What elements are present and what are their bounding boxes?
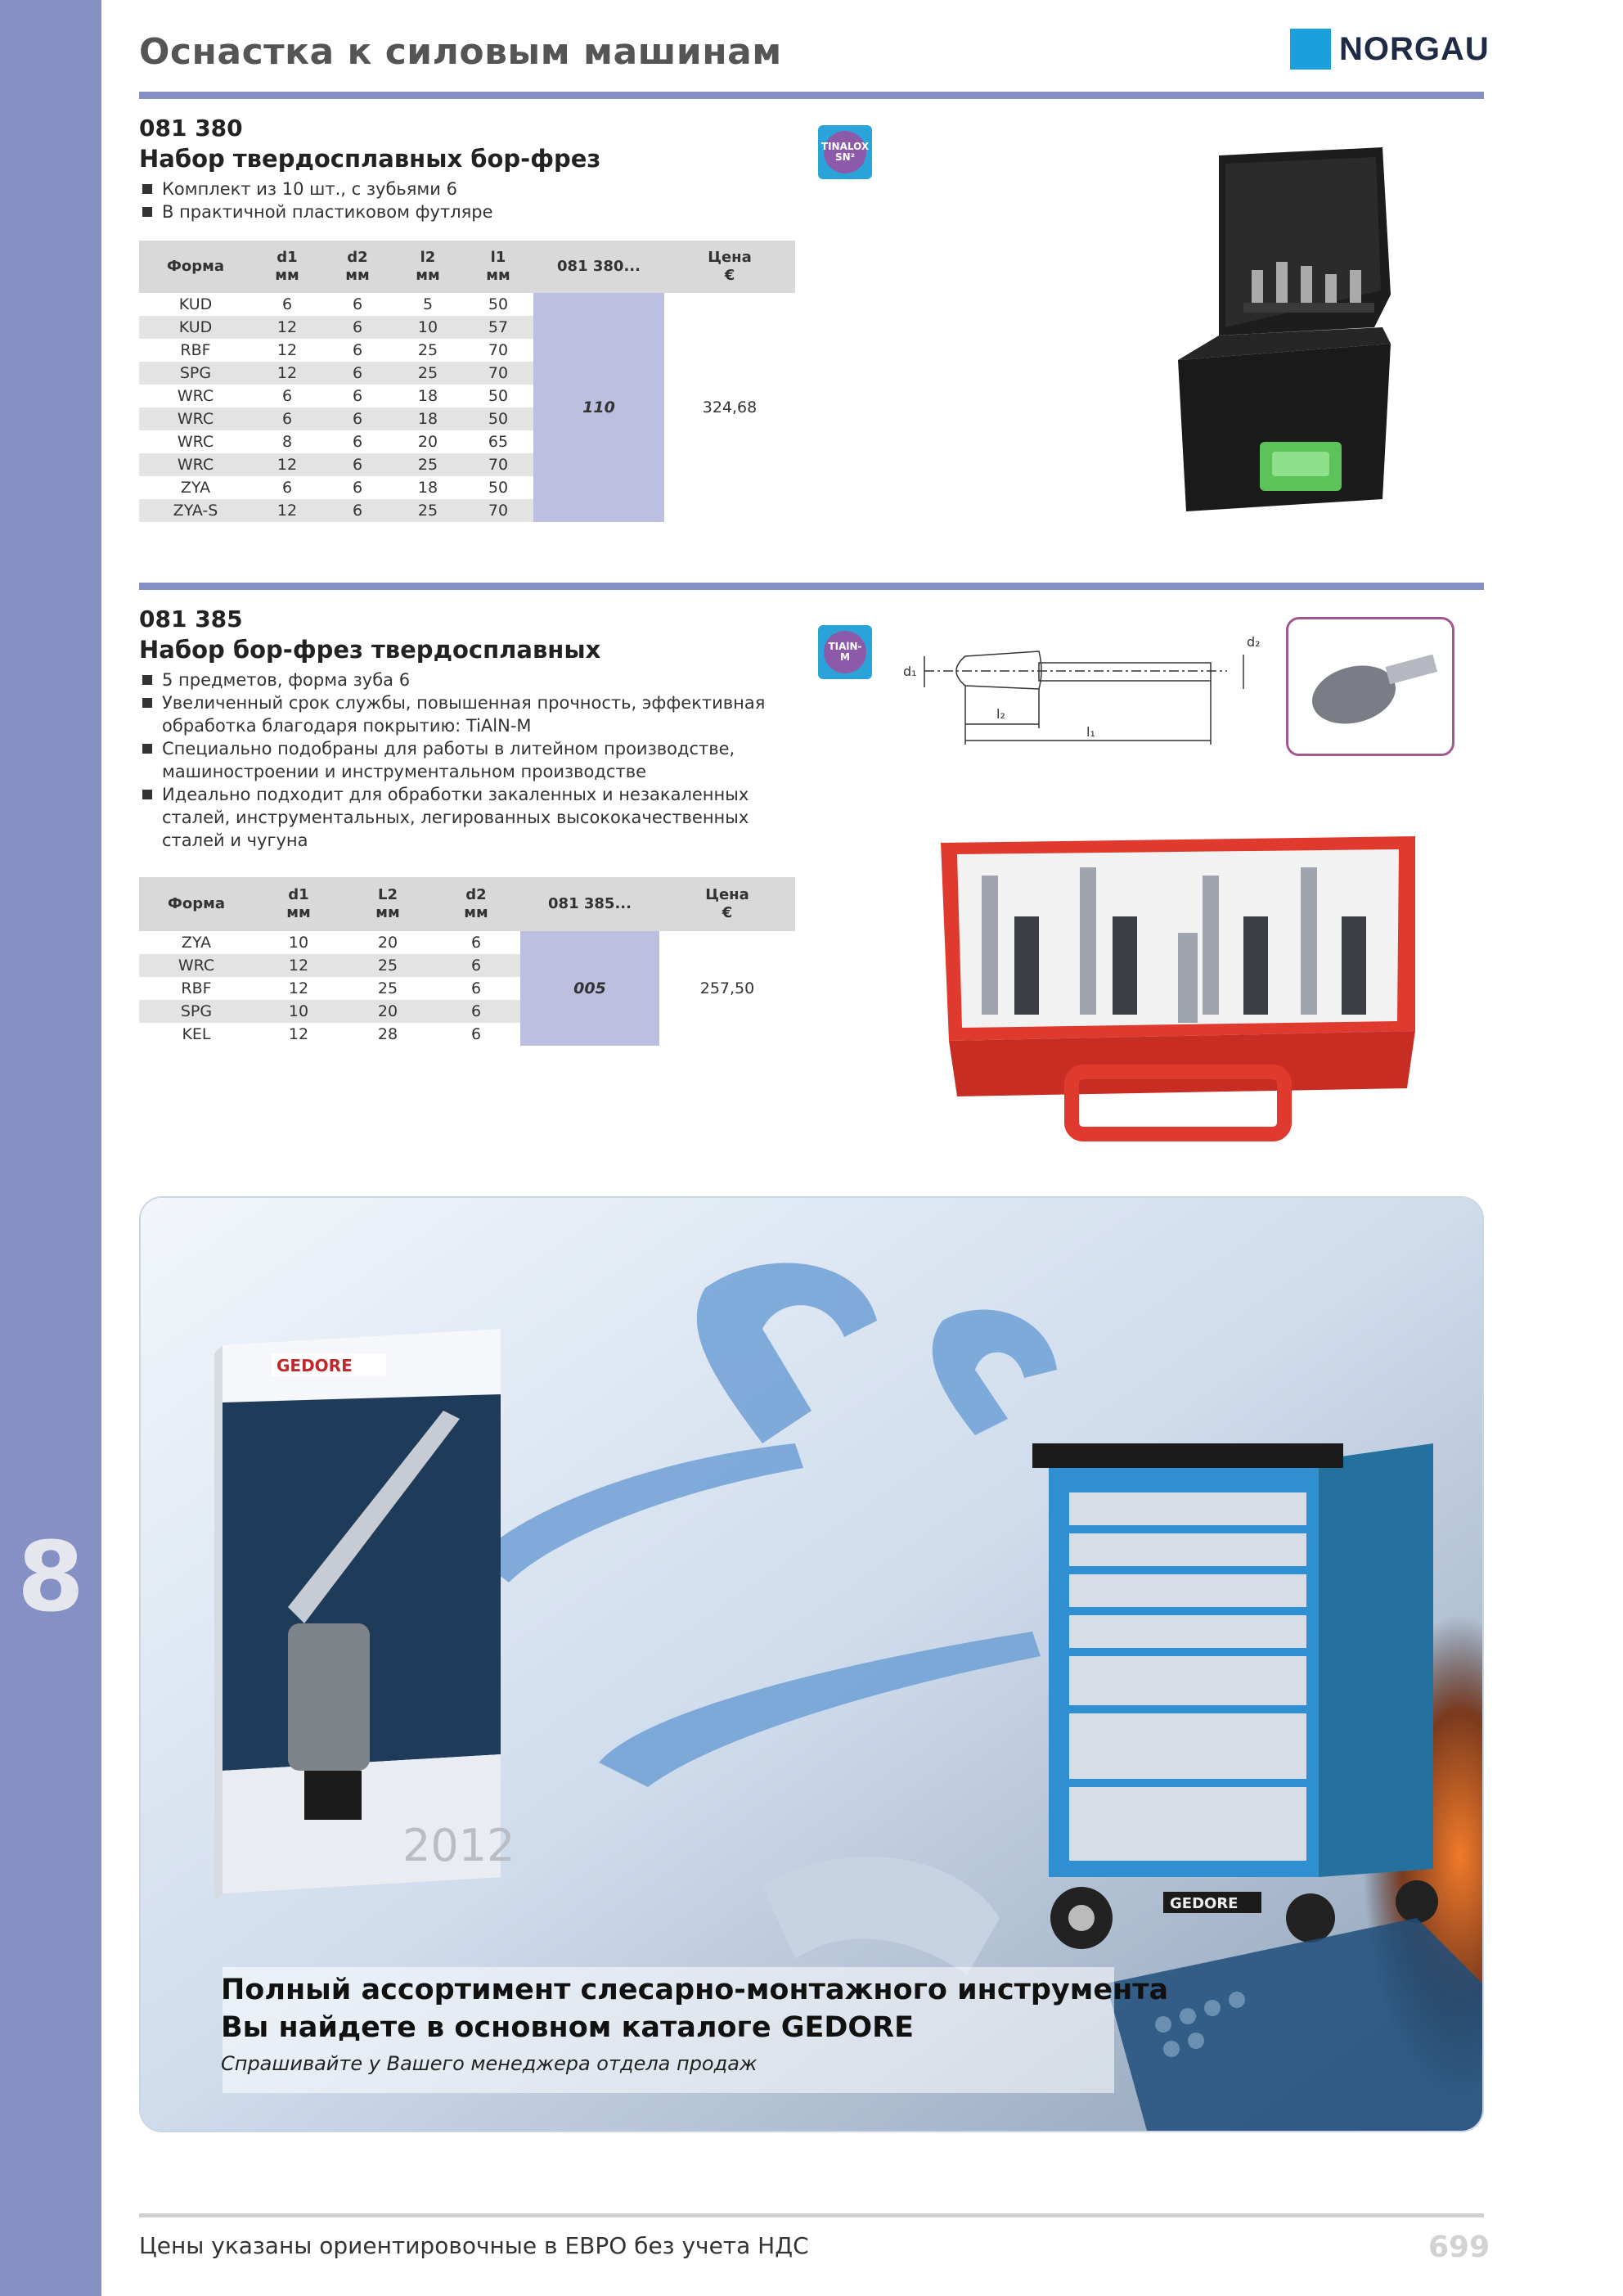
feature-item: Идеально подходит для обработки закаленных и незакаленных сталей, инструментальных, легированных высококачественных сталей и чугуна <box>139 783 810 852</box>
table-row: ZYA 6 6 18 50 <box>180 479 509 497</box>
table-row: KUD 6 6 5 50 110 324,68 <box>139 293 795 316</box>
product-code: 081 380 <box>139 115 243 142</box>
table-row: RBF 12 6 25 70 <box>180 341 509 359</box>
page-title: Оснастка к силовым машинам <box>139 31 782 73</box>
banner-note: Спрашивайте у Вашего менеджера отдела продаж <box>221 2052 758 2075</box>
burr-dimension-drawing <box>900 622 1268 761</box>
column-header: l2 мм <box>393 241 463 293</box>
column-header: d1 мм <box>254 877 344 931</box>
price: 324,68 <box>664 293 795 522</box>
product-code: 081 385 <box>139 606 243 633</box>
table-row: WRC 12 6 25 70 <box>139 453 795 476</box>
table-row: WRC 6 6 18 50 <box>139 407 795 430</box>
product-name: Набор твердосплавных бор-фрез <box>139 145 601 173</box>
logo-text: NORGAU <box>1339 30 1490 67</box>
table-row: RBF 12 25 6 <box>181 979 482 997</box>
column-header: d2 мм <box>432 877 520 931</box>
product-name: Набор бор-фрез твердосплавных <box>139 636 601 664</box>
table-row: SPG 10 20 6 <box>139 1000 795 1023</box>
drawing-label-d1: d₁ <box>903 664 917 679</box>
column-header: Цена € <box>659 877 795 931</box>
header-rule <box>139 92 1484 99</box>
section-rule <box>139 583 1484 590</box>
article-suffix: 110 <box>533 293 664 522</box>
burr-set-case-image <box>1145 139 1407 524</box>
table-row: SPG 12 6 25 70 <box>139 362 795 385</box>
burr-set-red-case-image <box>924 826 1432 1146</box>
drawing-label-d2: d₂ <box>1247 634 1261 650</box>
coating-badge-icon: TIAlN-M <box>818 625 872 679</box>
table-row: WRC 8 6 20 65 <box>177 433 509 451</box>
product-block-081385 <box>139 606 810 852</box>
cart-brand: GEDORE <box>1170 1895 1239 1912</box>
footer-rule <box>139 2213 1484 2217</box>
column-header: d1 мм <box>252 241 322 293</box>
feature-list <box>139 178 600 223</box>
column-header: l1 мм <box>463 241 533 293</box>
table-row: ZYA 10 20 6 005 257,50 <box>139 931 795 954</box>
feature-item: Увеличенный срок службы, повышенная прочность, эффективная обработка благодаря покрытию: TiAlN-M <box>139 691 810 737</box>
spec-table-081385 <box>139 877 795 1046</box>
norgau-logo <box>1290 28 1490 70</box>
table-header-row <box>139 241 795 293</box>
column-header: 081 385... <box>520 877 659 931</box>
table-row: WRC 6 6 18 50 <box>177 387 509 405</box>
page-number: 699 <box>1428 2231 1490 2264</box>
gedore-catalog-banner <box>139 1196 1484 2132</box>
column-header: Цена € <box>664 241 795 293</box>
feature-item: Специально подобраны для работы в литейном производстве, машиностроении и инструментальном производстве <box>139 737 810 783</box>
product-block-081380 <box>139 115 600 223</box>
column-header: d2 мм <box>322 241 393 293</box>
chapter-number: 8 <box>16 1520 85 1633</box>
table-row: KEL 12 28 6 <box>182 1025 482 1043</box>
feature-item: В практичной пластиковом футляре <box>139 200 600 223</box>
feature-item: 5 предметов, форма зуба 6 <box>139 669 810 691</box>
coating-badge-icon: TINALOX SN² <box>818 125 872 179</box>
table-header-row <box>139 877 795 931</box>
spec-table-081380 <box>139 241 795 522</box>
logo-square-icon <box>1290 29 1331 70</box>
banner-headline: Полный ассортимент слесарно-монтажного инструмента <box>221 1974 1169 2006</box>
table-row: KUD 12 6 10 57 <box>139 316 795 339</box>
feature-item: Комплект из 10 шт., с зубьями 6 <box>139 178 600 200</box>
footer-note: Цены указаны ориентировочные в ЕВРО без учета НДС <box>139 2232 809 2259</box>
column-header: L2 мм <box>344 877 432 931</box>
table-row: ZYA-S 12 6 25 70 <box>139 499 795 522</box>
catalog-brand: GEDORE <box>276 1356 353 1375</box>
drawing-label-l2: l₂ <box>996 706 1005 722</box>
column-header: 081 380... <box>533 241 664 293</box>
column-header: Форма <box>139 241 252 293</box>
banner-subheadline: Вы найдете в основном каталоге GEDORE <box>221 2011 915 2044</box>
price: 257,50 <box>659 931 795 1046</box>
article-suffix: 005 <box>520 931 659 1046</box>
drawing-label-l1: l₁ <box>1086 724 1095 740</box>
burr-closeup-image <box>1286 617 1454 756</box>
catalog-year: 2012 <box>402 1820 515 1871</box>
column-header: Форма <box>139 877 254 931</box>
feature-list <box>139 669 810 852</box>
chapter-tab <box>0 0 101 2296</box>
table-row: WRC 12 25 6 <box>139 954 795 977</box>
